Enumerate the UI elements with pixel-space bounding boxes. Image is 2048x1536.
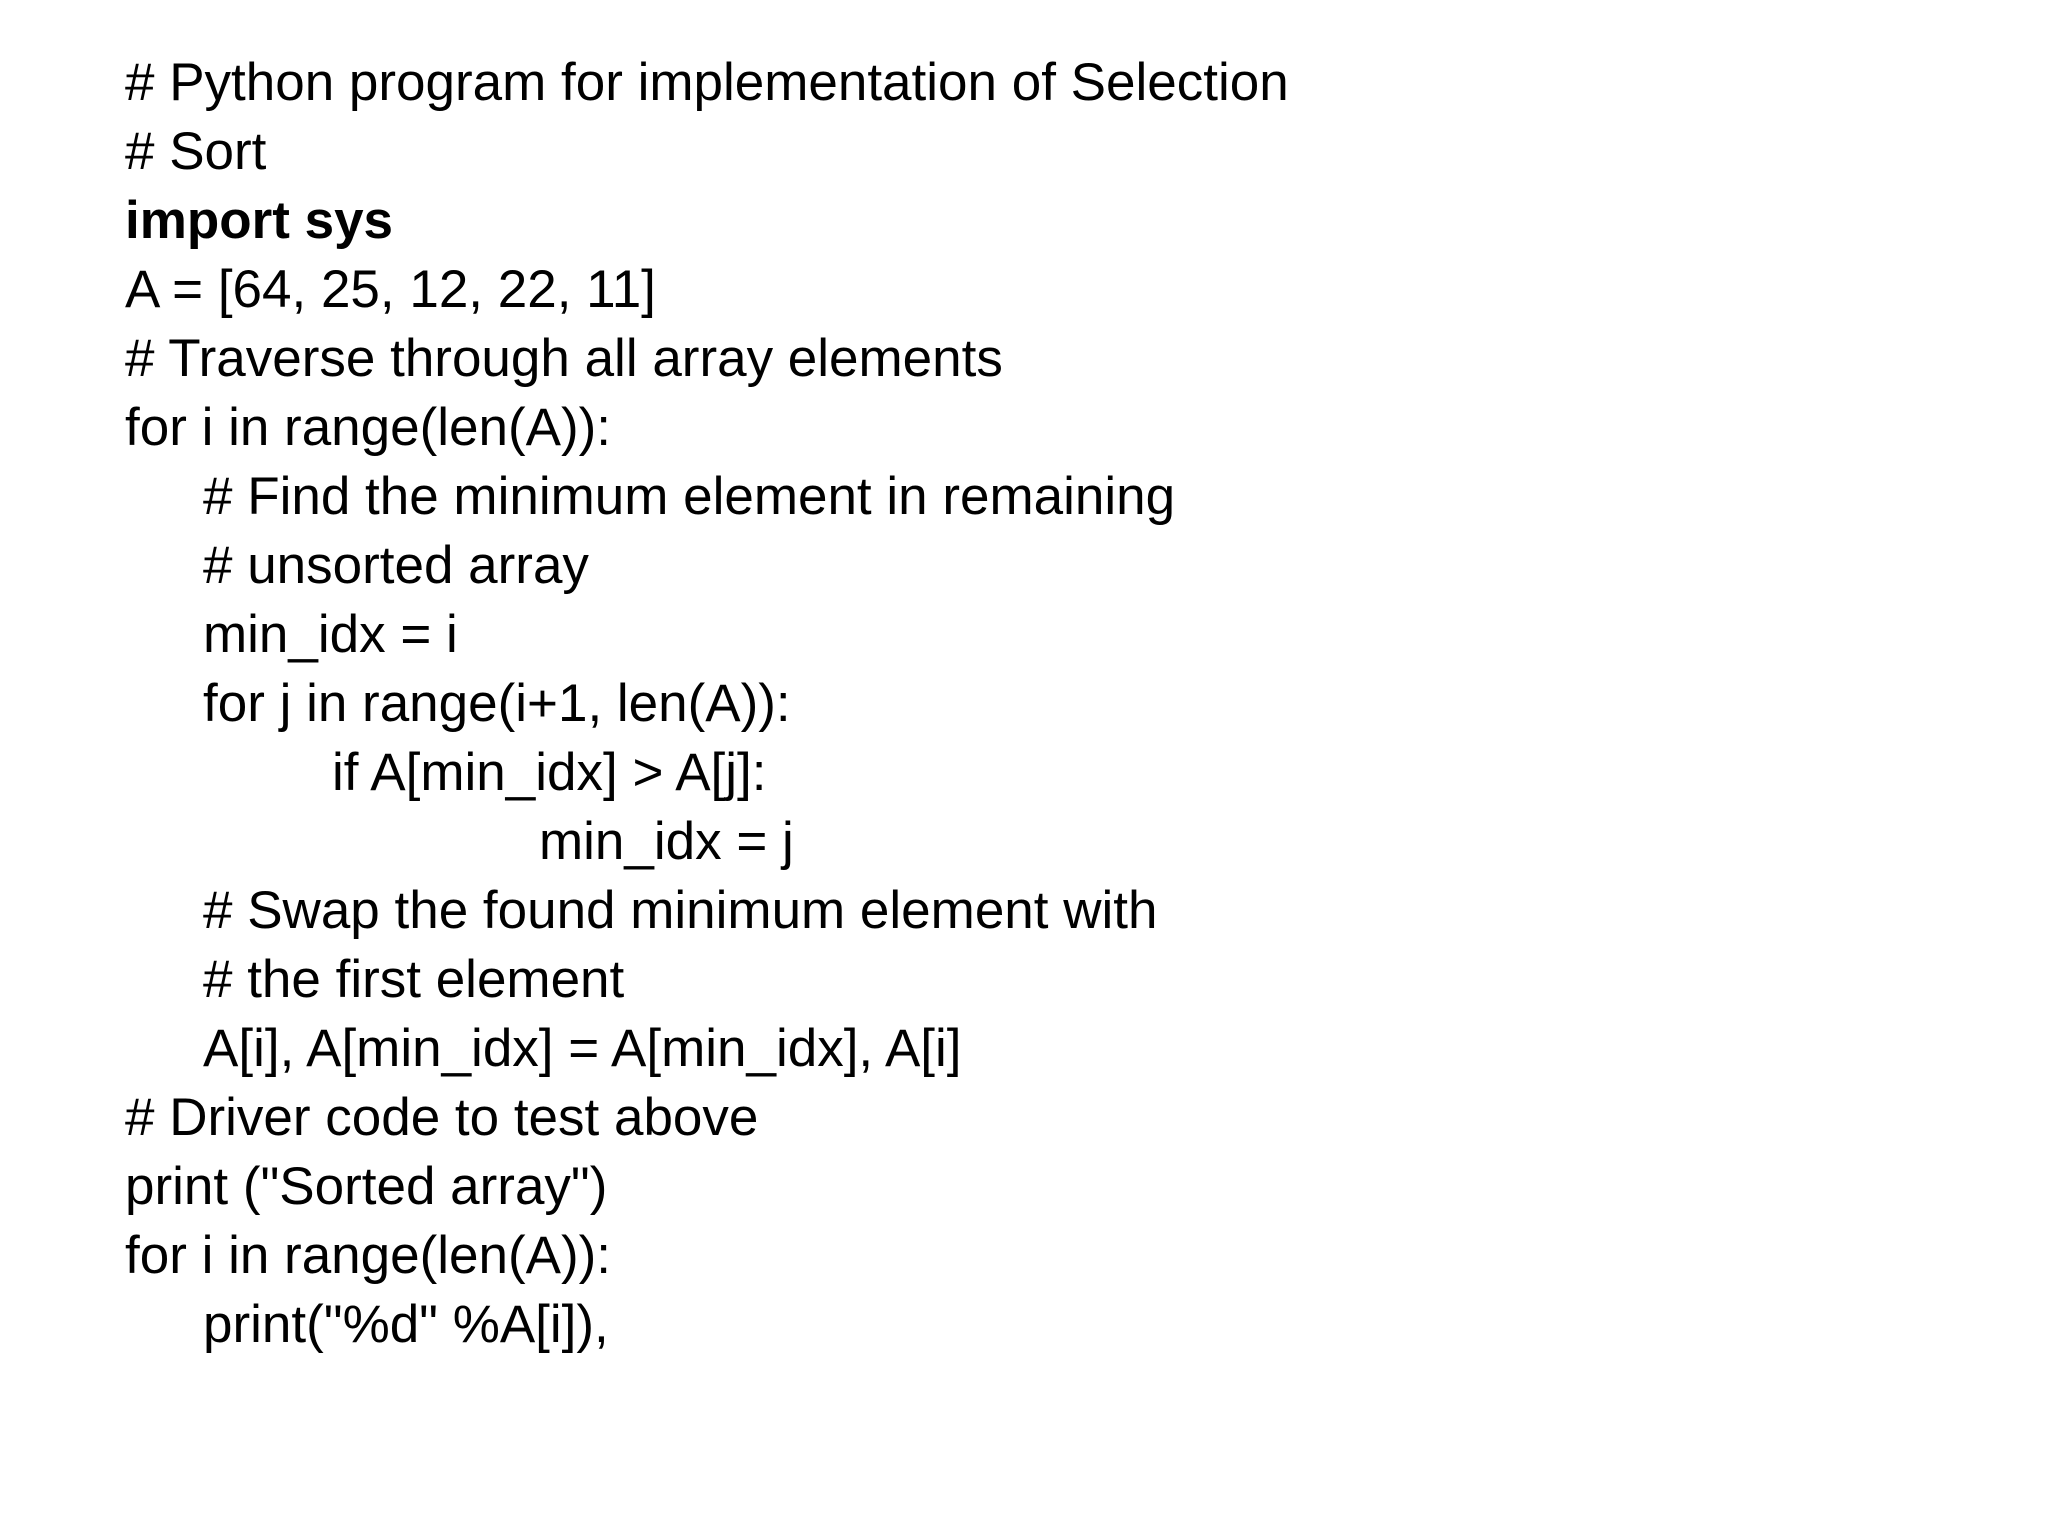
code-line: # unsorted array: [203, 536, 589, 595]
code-line: # Python program for implementation of Selection: [125, 53, 1289, 112]
code-line: # the first element: [203, 950, 625, 1009]
code-block: [125, 48, 1925, 1359]
code-line: # Driver code to test above: [125, 1088, 759, 1147]
code-line-import: import sys: [125, 191, 394, 250]
code-line: print ("Sorted array"): [125, 1157, 608, 1216]
code-line: for j in range(i+1, len(A)):: [203, 674, 791, 733]
code-line: A = [64, 25, 12, 22, 11]: [125, 260, 656, 319]
code-line: min_idx = j: [539, 812, 794, 871]
code-line: for i in range(len(A)):: [125, 1226, 612, 1285]
code-line: min_idx = i: [203, 605, 458, 664]
code-line: # Traverse through all array elements: [125, 329, 1003, 388]
code-line: A[i], A[min_idx] = A[min_idx], A[i]: [203, 1019, 962, 1078]
code-line: print("%d" %A[i]),: [203, 1295, 609, 1354]
code-line: # Find the minimum element in remaining: [203, 467, 1176, 526]
code-line: # Swap the found minimum element with: [203, 881, 1158, 940]
code-line: if A[min_idx] > A[j]:: [332, 743, 767, 802]
code-line: # Sort: [125, 122, 267, 181]
code-line: for i in range(len(A)):: [125, 398, 612, 457]
